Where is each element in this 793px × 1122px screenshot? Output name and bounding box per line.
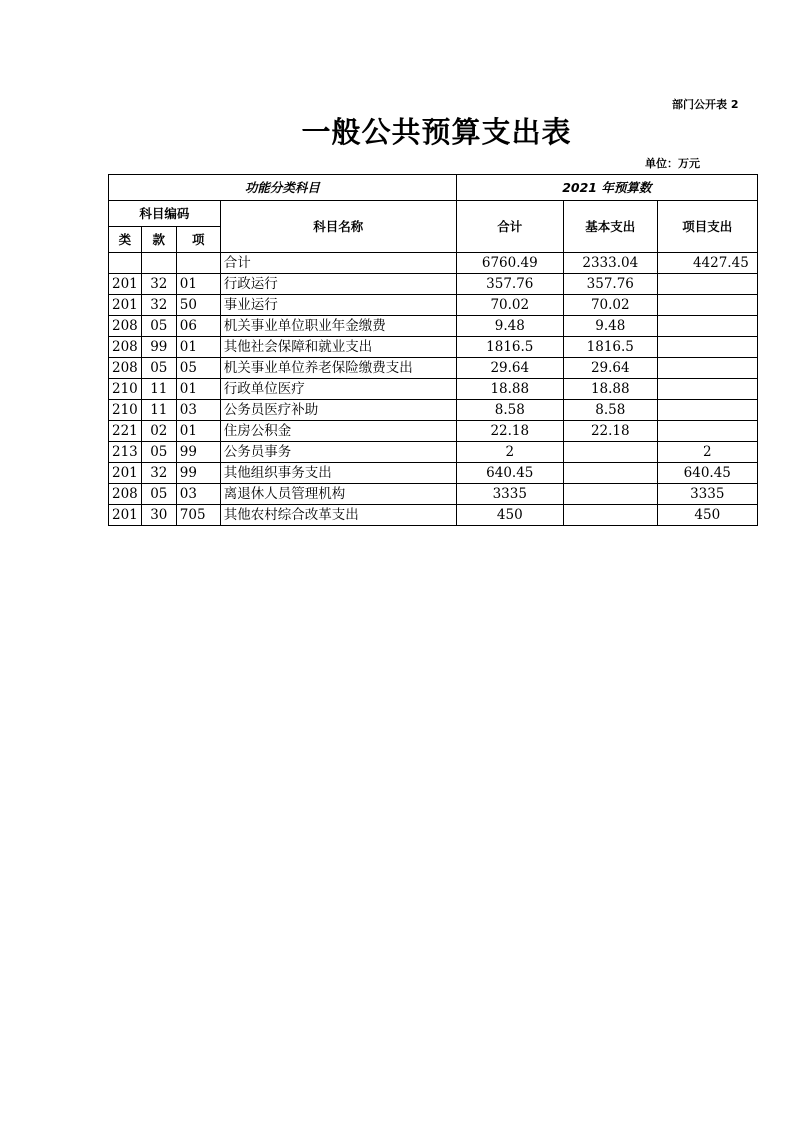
cell-total: 22.18 [456,421,563,442]
table-row [109,442,758,463]
cell-lei: 201 [109,505,142,526]
cell-kuan: 05 [141,316,176,337]
cell-total: 3335 [456,484,563,505]
cell-project [657,337,757,358]
cell-project [657,295,757,316]
cell-name: 其他社会保障和就业支出 [220,337,456,358]
cell-xiang: 03 [176,484,220,505]
cell-lei: 201 [109,463,142,484]
header-subject-name: 科目名称 [220,201,456,253]
cell-lei: 208 [109,358,142,379]
cell-lei: 213 [109,442,142,463]
cell-basic [563,484,657,505]
cell-kuan: 32 [141,463,176,484]
cell-kuan: 32 [141,274,176,295]
cell-basic [563,442,657,463]
cell-name: 公务员医疗补助 [220,400,456,421]
cell-lei: 210 [109,379,142,400]
cell-project [657,400,757,421]
total-lei [109,253,142,274]
cell-name: 行政运行 [220,274,456,295]
table-row [109,379,758,400]
cell-xiang: 01 [176,379,220,400]
cell-lei: 210 [109,400,142,421]
cell-name: 机关事业单位职业年金缴费 [220,316,456,337]
cell-xiang: 705 [176,505,220,526]
header-functional-category: 功能分类科目 [109,175,457,201]
cell-xiang: 99 [176,463,220,484]
form-number: 部门公开表 2 [672,98,739,111]
unit-label: 单位：万元 [645,157,700,170]
cell-total: 357.76 [456,274,563,295]
header-total: 合计 [456,201,563,253]
table-row [109,463,758,484]
total-name: 合计 [220,253,456,274]
header-project-expenditure: 项目支出 [657,201,757,253]
header-row-2 [109,201,758,227]
table-row [109,484,758,505]
header-kuan: 款 [141,227,176,253]
cell-xiang: 01 [176,337,220,358]
cell-total: 18.88 [456,379,563,400]
cell-name: 机关事业单位养老保险缴费支出 [220,358,456,379]
header-lei: 类 [109,227,142,253]
table-row [109,358,758,379]
cell-project [657,316,757,337]
header-subject-code: 科目编码 [109,201,221,227]
cell-lei: 201 [109,295,142,316]
cell-kuan: 11 [141,379,176,400]
table-row [109,505,758,526]
cell-project [657,379,757,400]
total-total: 6760.49 [456,253,563,274]
cell-basic: 9.48 [563,316,657,337]
table-row [109,337,758,358]
cell-kuan: 11 [141,400,176,421]
table-row [109,295,758,316]
cell-lei: 221 [109,421,142,442]
cell-basic: 18.88 [563,379,657,400]
cell-total: 29.64 [456,358,563,379]
cell-basic: 22.18 [563,421,657,442]
cell-xiang: 01 [176,274,220,295]
header-row-1 [109,175,758,201]
cell-total: 70.02 [456,295,563,316]
cell-kuan: 05 [141,358,176,379]
table-row [109,316,758,337]
cell-kuan: 05 [141,484,176,505]
cell-basic [563,505,657,526]
page-title: 一般公共预算支出表 [301,115,572,149]
cell-project: 640.45 [657,463,757,484]
cell-name: 事业运行 [220,295,456,316]
cell-lei: 208 [109,316,142,337]
cell-kuan: 32 [141,295,176,316]
total-project: 4427.45 [657,253,757,274]
cell-total: 1816.5 [456,337,563,358]
cell-xiang: 01 [176,421,220,442]
cell-project: 2 [657,442,757,463]
total-basic: 2333.04 [563,253,657,274]
total-kuan [141,253,176,274]
table-row [109,400,758,421]
cell-basic: 8.58 [563,400,657,421]
total-row [109,253,758,274]
cell-basic: 1816.5 [563,337,657,358]
cell-name: 其他农村综合改革支出 [220,505,456,526]
cell-total: 640.45 [456,463,563,484]
cell-name: 行政单位医疗 [220,379,456,400]
cell-xiang: 06 [176,316,220,337]
cell-total: 9.48 [456,316,563,337]
cell-lei: 208 [109,484,142,505]
cell-kuan: 02 [141,421,176,442]
cell-basic: 70.02 [563,295,657,316]
table-row [109,421,758,442]
cell-xiang: 03 [176,400,220,421]
cell-lei: 201 [109,274,142,295]
budget-table [108,174,758,526]
cell-xiang: 99 [176,442,220,463]
cell-total: 2 [456,442,563,463]
cell-total: 450 [456,505,563,526]
cell-name: 离退休人员管理机构 [220,484,456,505]
cell-name: 其他组织事务支出 [220,463,456,484]
header-basic-expenditure: 基本支出 [563,201,657,253]
cell-total: 8.58 [456,400,563,421]
cell-xiang: 05 [176,358,220,379]
cell-kuan: 05 [141,442,176,463]
cell-project [657,358,757,379]
cell-kuan: 30 [141,505,176,526]
cell-lei: 208 [109,337,142,358]
cell-xiang: 50 [176,295,220,316]
cell-name: 公务员事务 [220,442,456,463]
table-row [109,274,758,295]
cell-kuan: 99 [141,337,176,358]
cell-basic: 29.64 [563,358,657,379]
header-xiang: 项 [176,227,220,253]
cell-basic [563,463,657,484]
cell-project [657,274,757,295]
total-xiang [176,253,220,274]
cell-project: 3335 [657,484,757,505]
cell-project: 450 [657,505,757,526]
header-budget-year: 2021 年预算数 [456,175,757,201]
cell-name: 住房公积金 [220,421,456,442]
cell-basic: 357.76 [563,274,657,295]
cell-project [657,421,757,442]
